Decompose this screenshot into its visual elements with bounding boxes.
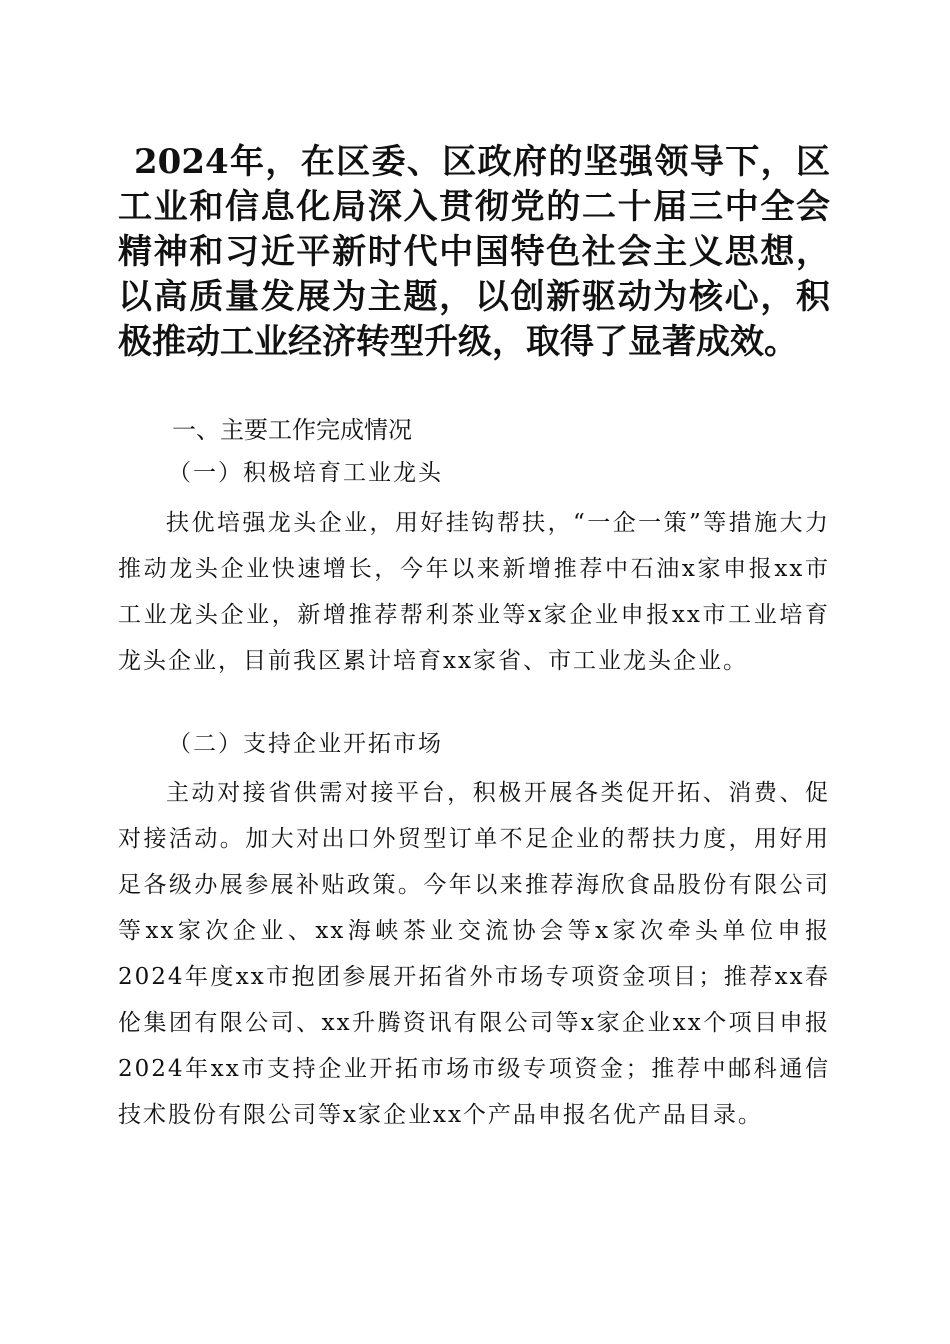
- paragraph-leading-enterprises: 扶优培强龙头企业，用好挂钩帮扶，“一企一策”等措施大力推动龙头企业快速增长，今年以来新增推荐中石油x家申报xx市工业龙头企业，新增推荐帮利茶业等x家企业申报xx市工业培育龙头企业，目前我区累计培育xx家省、市工业龙头企业。: [118, 510, 830, 674]
- section-title-main-work: 一、主要工作完成情况: [172, 416, 412, 444]
- subsection-title-market-expansion: （二）支持企业开拓市场: [168, 731, 443, 757]
- paragraph-market-expansion: 主动对接省供需对接平台，积极开展各类促开拓、消费、促对接活动。加大对出口外贸型订单不足企业的帮扶力度，用好用足各级办展参展补贴政策。今年以来推荐海欣食品股份有限公司等xx家次企业、xx海峡茶业交流协会等x家次牵头单位申报2024年度xx市抱团参展开拓省外市场专项资金项目；推荐xx春伦集团有限公司、xx升腾资讯有限公司等x家企业xx个项目申报2024年xx市支持企业开拓市场市级专项资金；推荐中邮科通信技术股份有限公司等x家企业xx个产品申报名优产品目录。: [118, 780, 830, 1128]
- subsection-title-leading-enterprises: （一）积极培育工业龙头: [168, 460, 443, 486]
- intro-paragraph: 2024年，在区委、区政府的坚强领导下，区工业和信息化局深入贯彻党的二十届三中全会精神和习近平新时代中国特色社会主义思想，以高质量发展为主题，以创新驱动为核心，积极推动工业经济转型升级，取得了显著成效。: [118, 142, 830, 362]
